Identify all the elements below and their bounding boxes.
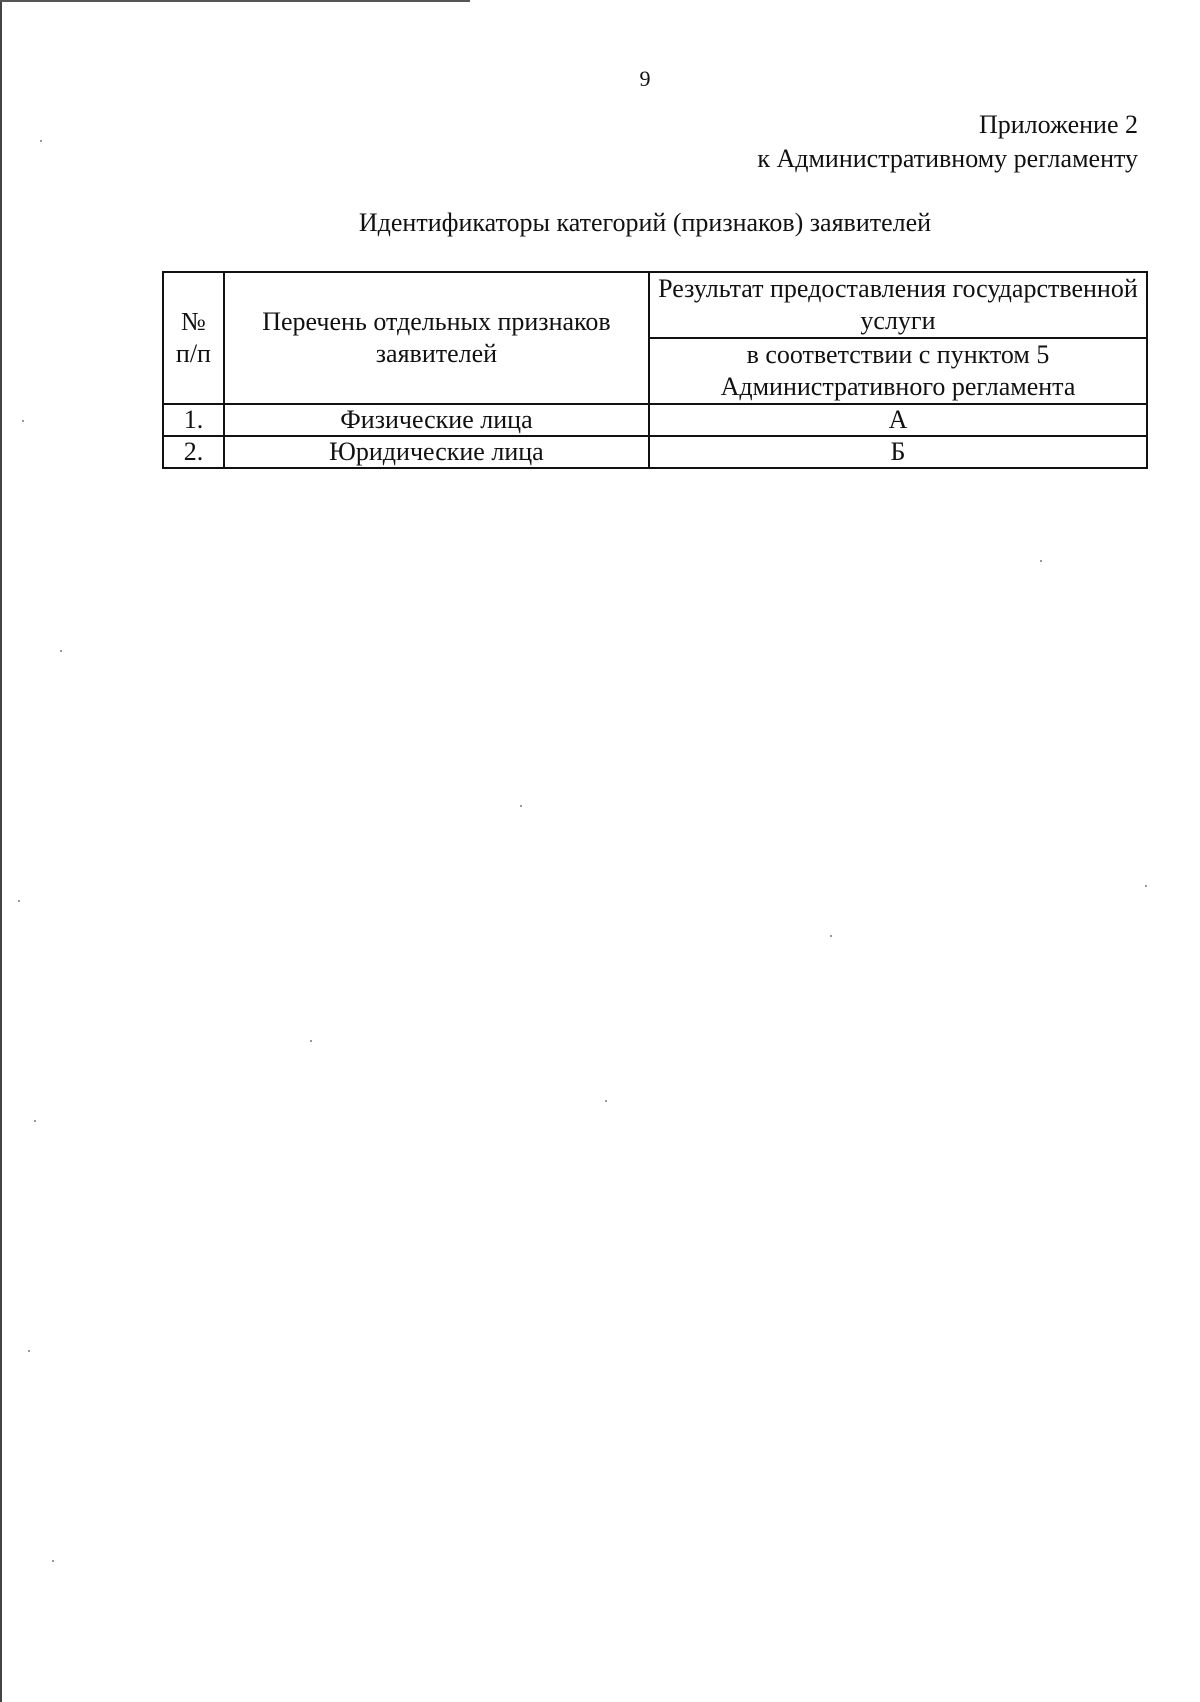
row-number-cell: 1.	[163, 404, 224, 436]
header-list-cell	[224, 272, 649, 404]
document-title: Идентификаторы категорий (признаков) заявителей	[358, 208, 932, 237]
header-result-bottom-text: в соответствии с пунктом 5 Административного регламента	[720, 340, 1076, 401]
row-category-cell: Физические лица	[224, 404, 649, 436]
appendix-line-2: к Административному регламенту	[757, 144, 1138, 173]
scan-top-edge	[0, 0, 470, 2]
row-result-cell: Б	[649, 436, 1147, 468]
header-result-top-text: Результат предоставления государственной услуги	[658, 274, 1138, 335]
row-result-cell: А	[649, 404, 1147, 436]
header-result-bottom-cell	[649, 338, 1147, 404]
appendix-label	[757, 108, 1138, 176]
applicant-identifiers-table	[162, 271, 1148, 469]
row-category-cell: Юридические лица	[224, 436, 649, 468]
scan-left-edge	[0, 0, 2, 1702]
row-number-cell: 2.	[163, 436, 224, 468]
page-number: 9	[639, 66, 651, 91]
appendix-line-1: Приложение 2	[978, 110, 1138, 139]
header-result-top-cell	[649, 272, 1147, 338]
header-number-cell	[163, 272, 224, 404]
table-header-row	[163, 272, 1147, 338]
table-row	[163, 404, 1147, 436]
header-number-text: № п/п	[175, 307, 211, 368]
table-row	[163, 436, 1147, 468]
header-list-text: Перечень отдельных признаков заявителей	[262, 307, 611, 368]
